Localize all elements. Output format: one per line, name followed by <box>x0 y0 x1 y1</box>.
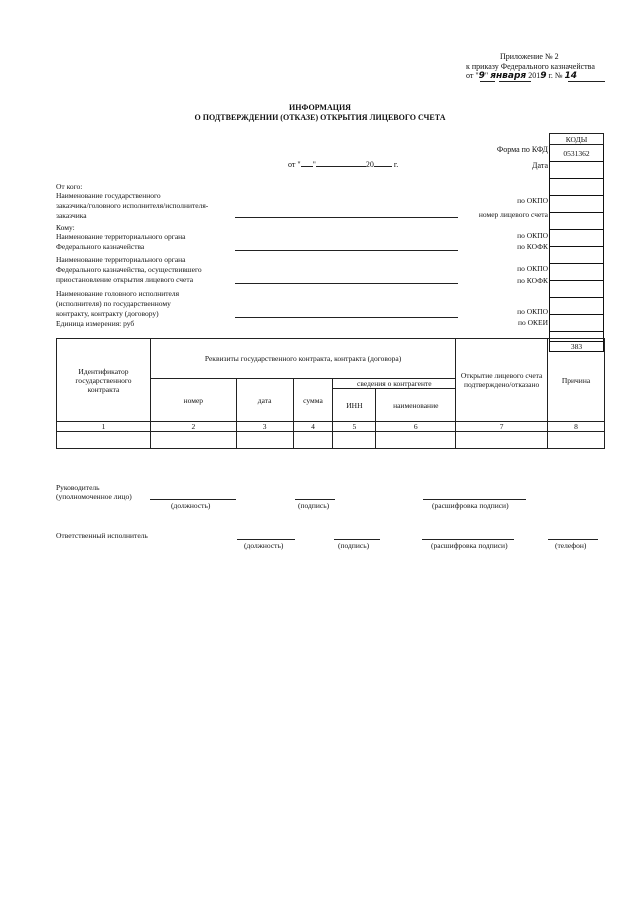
head-position-caption: (должность) <box>171 501 211 510</box>
executor-position-line[interactable] <box>237 539 295 540</box>
head-position-line[interactable] <box>150 499 236 500</box>
col-num-2: 2 <box>150 422 236 432</box>
executor-decoding-line[interactable] <box>422 539 514 540</box>
head-exec-label-3: контракту, контракту (договору) <box>56 309 159 318</box>
territorial-label-1: Наименование территориального органа <box>56 232 186 241</box>
territorial-label-2: Федерального казначейства <box>56 242 145 251</box>
executor-decoding-caption: (расшифровка подписи) <box>431 541 508 550</box>
executor-signature-caption: (подпись) <box>338 541 370 550</box>
kofk-label: по КОФК <box>517 242 548 251</box>
blank2-code-cell <box>550 264 604 281</box>
col-num-8: 8 <box>548 422 605 432</box>
contract-table <box>56 338 605 449</box>
col-num-1: 1 <box>57 422 151 432</box>
col-name-header: наименование <box>376 389 456 422</box>
cell-inn[interactable] <box>333 432 376 449</box>
order-year-digit: 9 <box>540 71 547 81</box>
order-number: 14 <box>564 71 577 81</box>
head-exec-label-2: (исполнителя) по государственному <box>56 299 171 308</box>
head-signature-line[interactable] <box>295 499 335 500</box>
okpo2-label: по ОКПО <box>517 231 548 240</box>
date-label: Дата <box>532 161 548 170</box>
table-row <box>57 432 605 449</box>
cell-name[interactable] <box>376 432 456 449</box>
codes-table <box>549 133 604 352</box>
cell-identifier[interactable] <box>57 432 151 449</box>
date-code-cell <box>550 162 604 179</box>
date-century: 20 <box>365 160 374 169</box>
head-decoding-line[interactable] <box>423 499 526 500</box>
year-prefix: 201 <box>528 71 541 80</box>
territorial2-label-3: приостановление открытия лицевого счета <box>56 275 194 284</box>
cell-sum[interactable] <box>293 432 333 449</box>
executor-position-caption: (должность) <box>244 541 284 550</box>
territorial-fill-line[interactable] <box>235 250 458 251</box>
cell-reason[interactable] <box>548 432 605 449</box>
col-contractor-info-header: сведения о контрагенте <box>333 379 456 389</box>
col-num-7: 7 <box>456 422 548 432</box>
okpo4-label: по ОКПО <box>517 307 548 316</box>
account-code-cell <box>550 213 604 230</box>
okpo-code-cell <box>550 196 604 213</box>
col-number-header: номер <box>150 379 236 422</box>
executor-label: Ответственный исполнитель <box>56 531 148 540</box>
unit-label: Единица измерения: руб <box>56 319 135 328</box>
head-exec-label-1: Наименование головного исполнителя <box>56 289 180 298</box>
form-code: 0531362 <box>550 145 604 162</box>
col-num-6: 6 <box>376 422 456 432</box>
date-g: г. <box>393 160 399 169</box>
order-reference: к приказу Федерального казначейства <box>466 62 595 71</box>
codes-header: КОДЫ <box>550 134 604 145</box>
col-inn-header: ИНН <box>333 389 376 422</box>
okei-label: по ОКЕИ <box>517 318 548 327</box>
col-date-header: дата <box>236 379 293 422</box>
customer-label-3: заказчика <box>56 211 87 220</box>
form-label: Форма по КФД <box>496 145 548 154</box>
col-sum-header: сумма <box>293 379 333 422</box>
date-line <box>288 160 398 169</box>
customer-label-1: Наименование государственного <box>56 191 161 200</box>
territorial2-label-1: Наименование территориального органа <box>56 255 186 264</box>
col-num-5: 5 <box>333 422 376 432</box>
col-num-4: 4 <box>293 422 333 432</box>
head-exec-fill-line[interactable] <box>235 317 458 318</box>
date-from: от " <box>288 160 301 169</box>
executor-signature-line[interactable] <box>334 539 380 540</box>
order-date-line: от "9" января 2019 г. № 14 <box>466 71 577 81</box>
head-signature-caption: (подпись) <box>298 501 330 510</box>
cell-number[interactable] <box>150 432 236 449</box>
doc-title-line2: О ПОДТВЕРЖДЕНИИ (ОТКАЗЕ) ОТКРЫТИЯ ЛИЦЕВОГО СЧЕТА <box>194 113 446 122</box>
territorial2-label-2: Федерального казначейства, осуществившего <box>56 265 202 274</box>
date-prefix: от " <box>466 71 479 80</box>
head-label-1: Руководитель <box>56 483 100 492</box>
kofk-code-cell <box>550 247 604 264</box>
appendix-label: Приложение № 2 <box>500 52 559 61</box>
cell-date[interactable] <box>236 432 293 449</box>
executor-phone-line[interactable] <box>548 539 598 540</box>
blank3-code-cell <box>550 315 604 332</box>
to-label: Кому: <box>56 223 75 232</box>
col-reason-header: Причина <box>548 339 605 422</box>
col-num-3: 3 <box>236 422 293 432</box>
okpo3-label: по ОКПО <box>517 264 548 273</box>
head-decoding-caption: (расшифровка подписи) <box>432 501 509 510</box>
okei-code: 383 <box>550 342 604 352</box>
okpo2-code-cell <box>550 230 604 247</box>
cell-opening[interactable] <box>456 432 548 449</box>
okpo3-code-cell <box>550 281 604 298</box>
kofk2-code-cell <box>550 298 604 315</box>
from-label: От кого: <box>56 182 83 191</box>
order-day: 9 <box>478 71 485 81</box>
territorial2-fill-line[interactable] <box>235 283 458 284</box>
head-label-2: (уполномоченное лицо) <box>56 492 132 501</box>
account-label: номер лицевого счета <box>478 210 548 219</box>
kofk2-label: по КОФК <box>517 276 548 285</box>
col-requisites-header: Реквизиты государственного контракта, контракта (договора) <box>150 339 455 379</box>
col-identifier-header: Идентификатор государственного контракта <box>57 339 151 422</box>
number-prefix: г. № <box>548 71 563 80</box>
customer-label-2: заказчика/головного исполнителя/исполнителя- <box>56 201 209 210</box>
col-opening-header: Открытие лицевого счета подтверждено/отказано <box>456 339 548 422</box>
blank-code-cell <box>550 179 604 196</box>
executor-phone-caption: (телефон) <box>555 541 587 550</box>
order-month: января <box>490 71 527 81</box>
okpo-label: по ОКПО <box>517 196 548 205</box>
doc-title-line1: ИНФОРМАЦИЯ <box>289 103 351 112</box>
date-quote: " <box>312 160 316 169</box>
customer-fill-line[interactable] <box>235 217 458 218</box>
